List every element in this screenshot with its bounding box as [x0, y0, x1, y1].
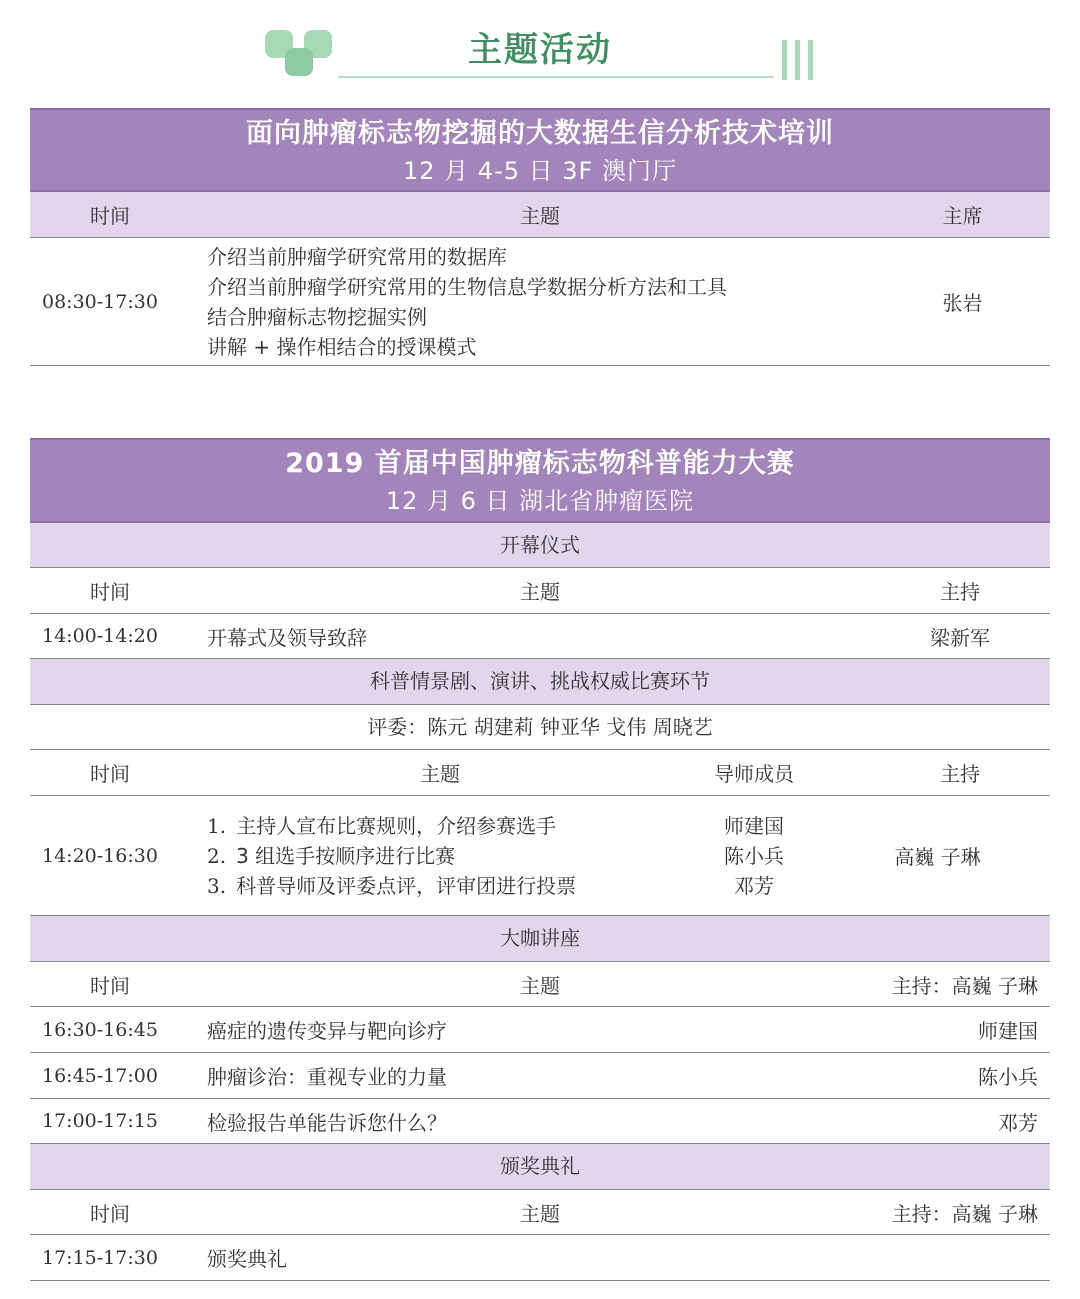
table-row: [30, 1099, 1050, 1144]
col-time: 时间: [90, 973, 130, 998]
training-subtitle: 12 月 4-5 日 3F 澳门厅: [403, 157, 677, 185]
page-title: 主题活动: [468, 30, 612, 70]
row-topic: 开幕式及领导致辞: [207, 625, 367, 650]
table-row: [30, 1235, 1050, 1281]
row-time: 08:30-17:30: [42, 290, 158, 313]
row-time: 14:20-16:30: [42, 844, 158, 867]
training-title: 面向肿瘤标志物挖掘的大数据生信分析技术培训: [246, 118, 834, 149]
title-underline: [338, 76, 774, 78]
decor-square-icon: [285, 48, 313, 76]
topic-line: 介绍当前肿瘤学研究常用的生物信息学数据分析方法和工具: [207, 274, 727, 299]
decor-bar-icon: [782, 40, 787, 80]
lecture-column-headers: [30, 962, 1050, 1007]
col-time: 时间: [90, 204, 130, 228]
training-table: [30, 108, 1050, 366]
table-row: [30, 796, 1050, 916]
row-host: 梁新军: [930, 625, 990, 650]
row-time: 14:00-14:20: [42, 625, 158, 647]
list-item: 1. 主持人宣布比赛规则，介绍参赛选手: [207, 813, 557, 838]
list-item: 3. 科普导师及评委点评，评审团进行投票: [207, 873, 577, 898]
table-row: [30, 1053, 1050, 1099]
row-time: 16:45-17:00: [42, 1064, 158, 1087]
competition-column-headers: [30, 750, 1050, 796]
mentor-name: 师建国: [724, 813, 784, 838]
topic-line: 结合肿瘤标志物挖掘实例: [207, 304, 427, 329]
topic-line: 讲解 + 操作相结合的授课模式: [207, 334, 477, 359]
table-row: [30, 238, 1050, 366]
table-row: [30, 614, 1050, 659]
training-column-headers: [30, 192, 1050, 238]
col-host: 主持：高巍 子琳: [891, 1201, 1038, 1226]
section-award: 颁奖典礼: [30, 1144, 1050, 1190]
row-speaker: 师建国: [978, 1019, 1038, 1043]
table-row: [30, 1007, 1050, 1053]
col-host: 主持：高巍 子琳: [891, 973, 1038, 998]
row-topics: [207, 238, 727, 365]
mentor-name: 陈小兵: [724, 843, 784, 868]
row-speaker: 邓芳: [998, 1110, 1038, 1135]
row-items: [207, 796, 576, 915]
row-chair: 张岩: [942, 291, 983, 315]
row-topic: 肿瘤诊治：重视专业的力量: [207, 1065, 447, 1089]
section-competition: 科普情景剧、演讲、挑战权威比赛环节: [30, 659, 1050, 705]
award-column-headers: [30, 1190, 1050, 1235]
decor-bar-icon: [808, 40, 813, 80]
row-time: 16:30-16:45: [42, 1018, 158, 1041]
col-topic: 主题: [520, 973, 560, 998]
training-header: [30, 108, 1050, 192]
col-time: 时间: [90, 762, 130, 786]
row-mentors: [690, 796, 818, 915]
col-topic: 主题: [520, 204, 560, 228]
row-host: 高巍 子琳: [894, 845, 981, 869]
contest-table: [30, 438, 1050, 1281]
col-time: 时间: [90, 580, 130, 604]
col-topic: 主题: [520, 580, 560, 604]
topic-line: 介绍当前肿瘤学研究常用的数据库: [207, 244, 507, 269]
row-topic: 颁奖典礼: [207, 1247, 287, 1271]
row-time: 17:15-17:30: [42, 1246, 158, 1269]
contest-title: 2019 首届中国肿瘤标志物科普能力大赛: [285, 448, 795, 479]
page-header: [0, 0, 1080, 100]
col-time: 时间: [90, 1201, 130, 1226]
contest-header: [30, 438, 1050, 523]
list-item: 2. 3 组选手按顺序进行比赛: [207, 843, 456, 868]
col-topic: 主题: [520, 1201, 560, 1226]
mentor-name: 邓芳: [734, 873, 774, 898]
contest-subtitle: 12 月 6 日 湖北省肿瘤医院: [385, 487, 695, 515]
judges-line: 评委：陈元 胡建莉 钟亚华 戈伟 周晓艺: [30, 705, 1050, 750]
col-mentors: 导师成员: [714, 762, 794, 786]
row-time: 17:00-17:15: [42, 1110, 158, 1132]
row-topic: 癌症的遗传变异与靶向诊疗: [207, 1019, 447, 1043]
row-topic: 检验报告单能告诉您什么？: [207, 1110, 447, 1135]
row-speaker: 陈小兵: [978, 1065, 1038, 1089]
col-chair: 主席: [942, 204, 983, 228]
section-opening: 开幕仪式: [30, 523, 1050, 568]
col-host: 主持: [940, 580, 980, 604]
section-lecture: 大咖讲座: [30, 916, 1050, 962]
decor-bar-icon: [795, 40, 800, 80]
opening-column-headers: [30, 568, 1050, 614]
col-host: 主持: [940, 762, 980, 786]
col-topic: 主题: [420, 762, 460, 786]
